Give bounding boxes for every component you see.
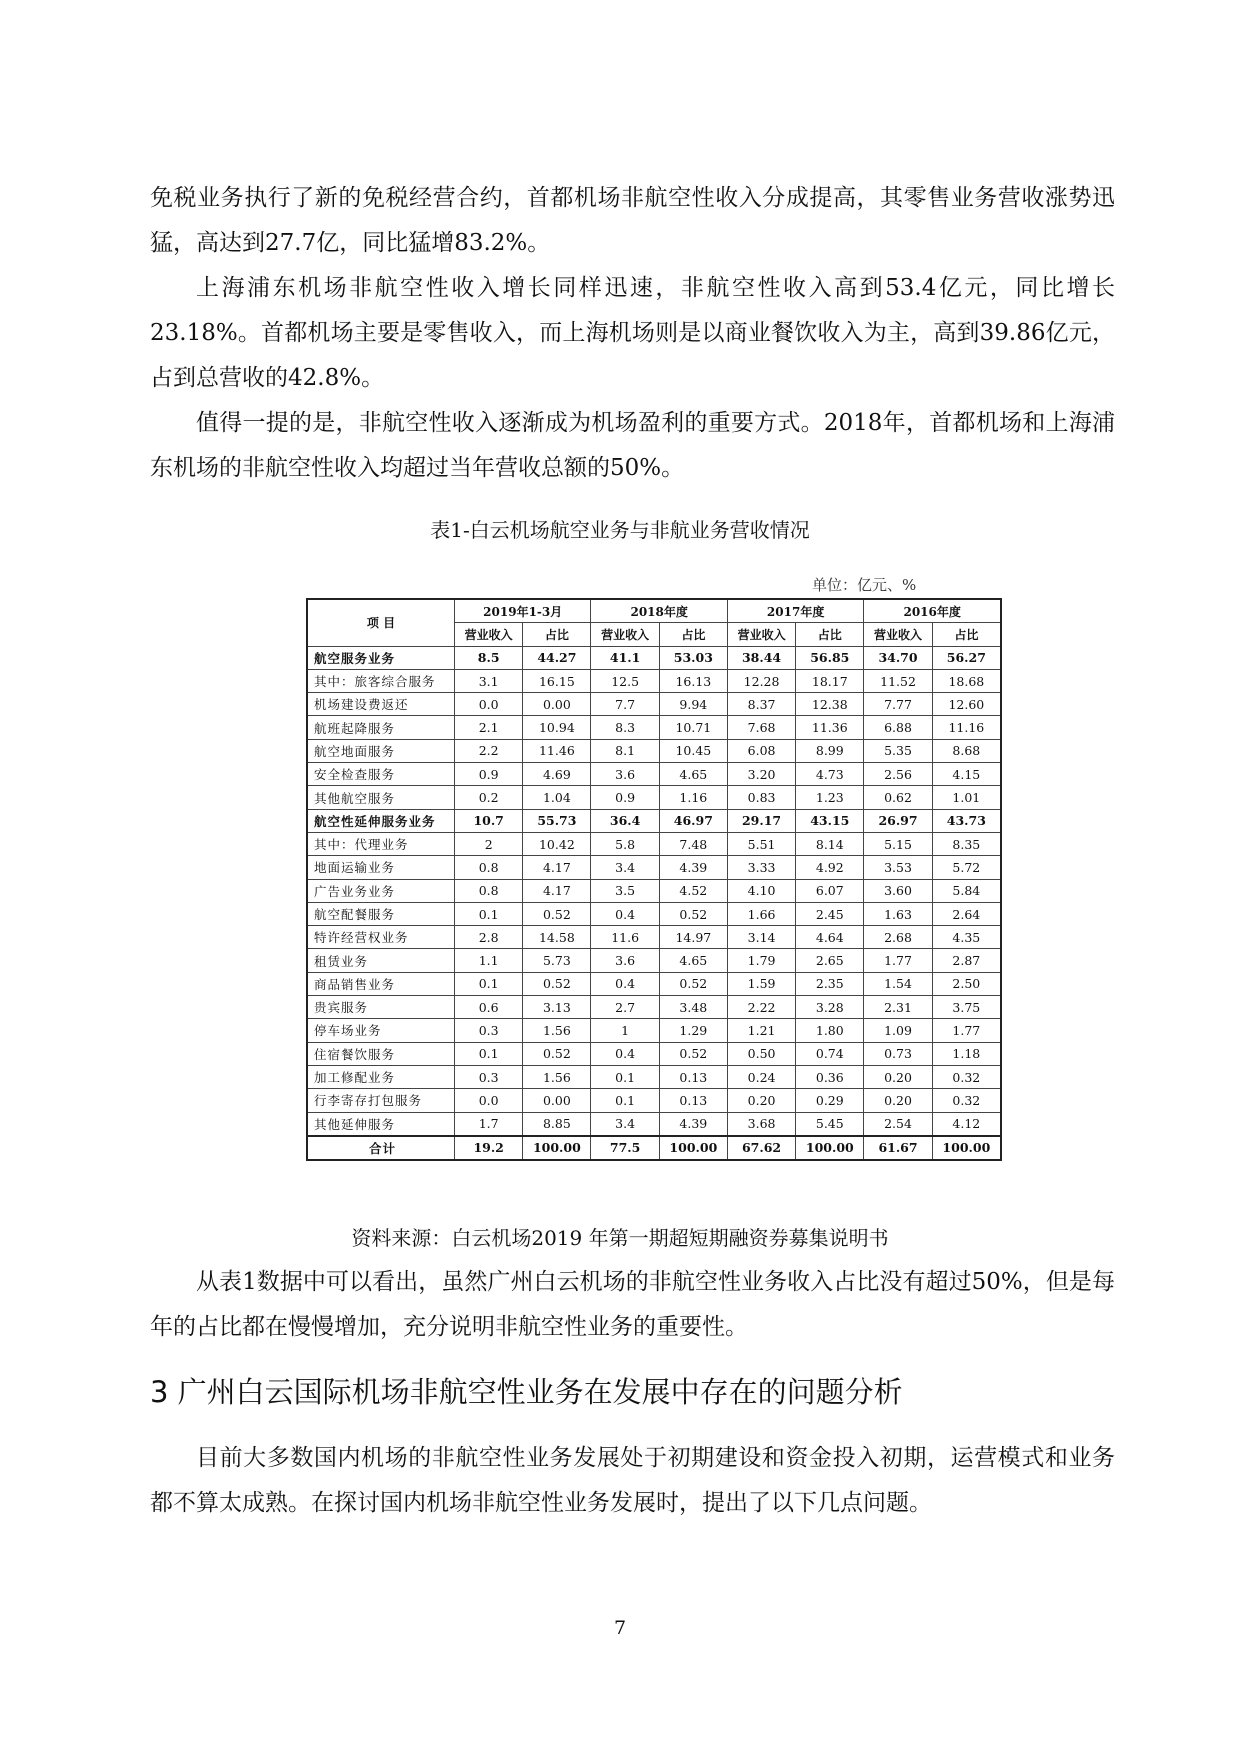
source-note: 资料来源：白云机场2019 年第一期超短期融资券募集说明书 (351, 1226, 889, 1250)
share-cell: 53.03 (659, 646, 727, 669)
table-row (307, 716, 1001, 739)
table-row (307, 669, 1001, 692)
revenue-cell: 0.50 (727, 1042, 795, 1065)
share-cell: 14.97 (659, 926, 727, 949)
table-row (307, 856, 1001, 879)
row-item: 航空性延伸服务业务 (307, 809, 455, 832)
share-cell: 3.28 (796, 996, 864, 1019)
revenue-cell: 41.1 (591, 646, 659, 669)
share-cell: 3.13 (523, 996, 591, 1019)
revenue-cell: 0.9 (591, 786, 659, 809)
revenue-cell: 1.63 (864, 902, 932, 925)
revenue-cell: 1.21 (727, 1019, 795, 1042)
table-row (307, 809, 1001, 832)
share-cell: 10.71 (659, 716, 727, 739)
row-item: 其他航空服务 (307, 786, 455, 809)
row-item: 贵宾服务 (307, 996, 455, 1019)
revenue-cell: 8.3 (591, 716, 659, 739)
revenue-cell: 2.68 (864, 926, 932, 949)
revenue-cell: 11.52 (864, 669, 932, 692)
share-cell: 43.15 (796, 809, 864, 832)
share-cell: 11.16 (932, 716, 1001, 739)
revenue-cell: 61.67 (864, 1136, 932, 1160)
share-cell: 5.84 (932, 879, 1001, 902)
share-cell: 8.99 (796, 739, 864, 762)
revenue-cell: 5.51 (727, 832, 795, 855)
row-item: 住宿餐饮服务 (307, 1042, 455, 1065)
row-item: 其他延伸服务 (307, 1112, 455, 1136)
revenue-table (306, 598, 1002, 1161)
row-item: 航空配餐服务 (307, 902, 455, 925)
share-cell: 5.72 (932, 856, 1001, 879)
revenue-cell: 3.68 (727, 1112, 795, 1136)
share-cell: 8.35 (932, 832, 1001, 855)
item-header: 项 目 (307, 599, 455, 646)
share-cell: 0.32 (932, 1089, 1001, 1112)
table-row (307, 902, 1001, 925)
revenue-cell: 67.62 (727, 1136, 795, 1160)
revenue-cell: 1.1 (455, 949, 523, 972)
share-header: 占比 (932, 623, 1001, 646)
page-number: 7 (613, 1617, 627, 1639)
revenue-cell: 19.2 (455, 1136, 523, 1160)
revenue-cell: 2.22 (727, 996, 795, 1019)
table-row (307, 926, 1001, 949)
row-item: 停车场业务 (307, 1019, 455, 1042)
share-cell: 0.00 (523, 1089, 591, 1112)
share-cell: 55.73 (523, 809, 591, 832)
share-cell: 2.64 (932, 902, 1001, 925)
period-header: 2017年度 (727, 599, 863, 623)
revenue-cell: 10.7 (455, 809, 523, 832)
share-header: 占比 (659, 623, 727, 646)
share-cell: 11.46 (523, 739, 591, 762)
revenue-cell: 5.8 (591, 832, 659, 855)
revenue-cell: 3.6 (591, 763, 659, 786)
share-cell: 0.29 (796, 1089, 864, 1112)
revenue-cell: 3.4 (591, 1112, 659, 1136)
revenue-cell: 2.56 (864, 763, 932, 786)
share-cell: 9.94 (659, 693, 727, 716)
share-cell: 8.85 (523, 1112, 591, 1136)
revenue-cell: 1.7 (455, 1112, 523, 1136)
revenue-cell: 26.97 (864, 809, 932, 832)
share-cell: 2.87 (932, 949, 1001, 972)
period-header: 2018年度 (591, 599, 727, 623)
share-cell: 4.73 (796, 763, 864, 786)
share-cell: 4.92 (796, 856, 864, 879)
revenue-cell: 0.4 (591, 972, 659, 995)
share-cell: 100.00 (659, 1136, 727, 1160)
revenue-header: 营业收入 (455, 623, 523, 646)
share-cell: 14.58 (523, 926, 591, 949)
share-cell: 10.45 (659, 739, 727, 762)
revenue-cell: 7.68 (727, 716, 795, 739)
revenue-cell: 11.6 (591, 926, 659, 949)
share-header: 占比 (523, 623, 591, 646)
revenue-cell: 0.4 (591, 902, 659, 925)
share-cell: 10.42 (523, 832, 591, 855)
revenue-cell: 3.4 (591, 856, 659, 879)
share-cell: 100.00 (932, 1136, 1001, 1160)
share-cell: 56.85 (796, 646, 864, 669)
revenue-cell: 3.14 (727, 926, 795, 949)
row-item: 航空地面服务 (307, 739, 455, 762)
paragraph-2: 上海浦东机场非航空性收入增长同样迅速，非航空性收入高到53.4亿元，同比增长23.18%。首都机场主要是零售收入，而上海机场则是以商业餐饮收入为主，高到39.86亿元，占到总营收的42.8%。 (150, 275, 1115, 391)
row-item: 航空服务业务 (307, 646, 455, 669)
revenue-header: 营业收入 (591, 623, 659, 646)
share-cell: 2.45 (796, 902, 864, 925)
revenue-cell: 0.3 (455, 1065, 523, 1088)
share-cell: 6.07 (796, 879, 864, 902)
share-cell: 3.75 (932, 996, 1001, 1019)
revenue-cell: 0.1 (455, 1042, 523, 1065)
table-row (307, 996, 1001, 1019)
revenue-cell: 1.77 (864, 949, 932, 972)
unit-label: 单位：亿元、% (812, 576, 917, 594)
revenue-cell: 0.0 (455, 1089, 523, 1112)
share-cell: 5.45 (796, 1112, 864, 1136)
revenue-cell: 6.88 (864, 716, 932, 739)
table-row (307, 739, 1001, 762)
table-body (307, 646, 1001, 1160)
revenue-cell: 29.17 (727, 809, 795, 832)
share-cell: 16.15 (523, 669, 591, 692)
revenue-header: 营业收入 (727, 623, 795, 646)
revenue-cell: 3.60 (864, 879, 932, 902)
share-cell: 2.35 (796, 972, 864, 995)
share-cell: 3.48 (659, 996, 727, 1019)
revenue-cell: 1.59 (727, 972, 795, 995)
table-row (307, 786, 1001, 809)
table-row (307, 1065, 1001, 1088)
revenue-cell: 1.79 (727, 949, 795, 972)
revenue-cell: 6.08 (727, 739, 795, 762)
share-cell: 1.23 (796, 786, 864, 809)
table-row (307, 1112, 1001, 1136)
share-cell: 8.68 (932, 739, 1001, 762)
revenue-cell: 12.28 (727, 669, 795, 692)
share-cell: 56.27 (932, 646, 1001, 669)
share-cell: 43.73 (932, 809, 1001, 832)
share-cell: 1.01 (932, 786, 1001, 809)
share-cell: 1.77 (932, 1019, 1001, 1042)
share-cell: 0.52 (659, 1042, 727, 1065)
revenue-cell: 1 (591, 1019, 659, 1042)
revenue-cell: 2.2 (455, 739, 523, 762)
table-row (307, 763, 1001, 786)
revenue-cell: 36.4 (591, 809, 659, 832)
share-cell: 0.52 (523, 1042, 591, 1065)
period-header: 2016年度 (864, 599, 1001, 623)
revenue-cell: 8.1 (591, 739, 659, 762)
revenue-cell: 0.9 (455, 763, 523, 786)
revenue-cell: 2.7 (591, 996, 659, 1019)
share-cell: 100.00 (796, 1136, 864, 1160)
paragraph-5: 目前大多数国内机场的非航空性业务发展处于初期建设和资金投入初期，运营模式和业务都不算太成熟。在探讨国内机场非航空性业务发展时，提出了以下几点问题。 (150, 1445, 1115, 1516)
revenue-cell: 8.5 (455, 646, 523, 669)
table-row (307, 972, 1001, 995)
share-cell: 5.73 (523, 949, 591, 972)
revenue-cell: 3.33 (727, 856, 795, 879)
revenue-cell: 0.8 (455, 879, 523, 902)
share-cell: 0.74 (796, 1042, 864, 1065)
share-cell: 2.65 (796, 949, 864, 972)
share-cell: 4.39 (659, 856, 727, 879)
revenue-cell: 3.1 (455, 669, 523, 692)
revenue-cell: 7.7 (591, 693, 659, 716)
share-cell: 0.13 (659, 1065, 727, 1088)
share-cell: 4.39 (659, 1112, 727, 1136)
revenue-header: 营业收入 (864, 623, 932, 646)
share-cell: 46.97 (659, 809, 727, 832)
row-item: 广告业务业务 (307, 879, 455, 902)
revenue-cell: 12.5 (591, 669, 659, 692)
share-cell: 4.52 (659, 879, 727, 902)
revenue-cell: 0.0 (455, 693, 523, 716)
revenue-cell: 2.31 (864, 996, 932, 1019)
revenue-cell: 0.24 (727, 1065, 795, 1088)
share-cell: 4.17 (523, 856, 591, 879)
share-cell: 0.13 (659, 1089, 727, 1112)
revenue-cell: 3.5 (591, 879, 659, 902)
share-cell: 0.00 (523, 693, 591, 716)
revenue-cell: 0.83 (727, 786, 795, 809)
section-heading: 3 广州白云国际机场非航空性业务在发展中存在的问题分析 (150, 1375, 903, 1409)
row-item: 合计 (307, 1136, 455, 1160)
share-cell: 1.16 (659, 786, 727, 809)
table-row (307, 646, 1001, 669)
share-cell: 0.52 (523, 972, 591, 995)
share-cell: 4.65 (659, 763, 727, 786)
total-row (307, 1136, 1001, 1160)
row-item: 机场建设费返还 (307, 693, 455, 716)
revenue-cell: 0.20 (864, 1089, 932, 1112)
paragraph-1: 免税业务执行了新的免税经营合约，首都机场非航空性收入分成提高，其零售业务营收涨势迅猛，高达到27.7亿，同比猛增83.2%。 (150, 185, 1115, 256)
share-cell: 1.56 (523, 1019, 591, 1042)
revenue-cell: 0.6 (455, 996, 523, 1019)
revenue-cell: 2.1 (455, 716, 523, 739)
row-item: 其中：旅客综合服务 (307, 669, 455, 692)
revenue-cell: 77.5 (591, 1136, 659, 1160)
revenue-cell: 0.3 (455, 1019, 523, 1042)
row-item: 特许经营权业务 (307, 926, 455, 949)
table-row (307, 879, 1001, 902)
revenue-cell: 38.44 (727, 646, 795, 669)
revenue-cell: 0.2 (455, 786, 523, 809)
revenue-cell: 2.8 (455, 926, 523, 949)
share-cell: 4.17 (523, 879, 591, 902)
share-cell: 1.04 (523, 786, 591, 809)
share-cell: 1.18 (932, 1042, 1001, 1065)
share-cell: 12.38 (796, 693, 864, 716)
share-cell: 4.12 (932, 1112, 1001, 1136)
revenue-cell: 34.70 (864, 646, 932, 669)
table-row (307, 1089, 1001, 1112)
share-cell: 10.94 (523, 716, 591, 739)
share-cell: 100.00 (523, 1136, 591, 1160)
share-cell: 4.69 (523, 763, 591, 786)
row-item: 地面运输业务 (307, 856, 455, 879)
revenue-cell: 0.1 (455, 972, 523, 995)
row-item: 安全检查服务 (307, 763, 455, 786)
revenue-cell: 0.8 (455, 856, 523, 879)
table-row (307, 693, 1001, 716)
share-cell: 2.50 (932, 972, 1001, 995)
revenue-cell: 0.20 (727, 1089, 795, 1112)
share-cell: 11.36 (796, 716, 864, 739)
share-cell: 1.80 (796, 1019, 864, 1042)
share-cell: 4.35 (932, 926, 1001, 949)
share-cell: 1.56 (523, 1065, 591, 1088)
share-cell: 7.48 (659, 832, 727, 855)
share-cell: 0.36 (796, 1065, 864, 1088)
table-row (307, 1042, 1001, 1065)
table-row (307, 832, 1001, 855)
revenue-cell: 0.62 (864, 786, 932, 809)
revenue-cell: 4.10 (727, 879, 795, 902)
revenue-cell: 1.09 (864, 1019, 932, 1042)
revenue-cell: 0.1 (455, 902, 523, 925)
revenue-cell: 2 (455, 832, 523, 855)
paragraph-4: 从表1数据中可以看出，虽然广州白云机场的非航空性业务收入占比没有超过50%，但是每年的占比都在慢慢增加，充分说明非航空性业务的重要性。 (150, 1269, 1115, 1340)
revenue-cell: 8.37 (727, 693, 795, 716)
table-row (307, 1019, 1001, 1042)
share-cell: 44.27 (523, 646, 591, 669)
share-cell: 1.29 (659, 1019, 727, 1042)
revenue-cell: 5.35 (864, 739, 932, 762)
revenue-cell: 3.6 (591, 949, 659, 972)
share-header: 占比 (796, 623, 864, 646)
revenue-cell: 0.4 (591, 1042, 659, 1065)
revenue-cell: 5.15 (864, 832, 932, 855)
share-cell: 0.52 (659, 902, 727, 925)
revenue-cell: 0.20 (864, 1065, 932, 1088)
share-cell: 4.15 (932, 763, 1001, 786)
revenue-cell: 0.1 (591, 1089, 659, 1112)
row-item: 商品销售业务 (307, 972, 455, 995)
revenue-cell: 1.54 (864, 972, 932, 995)
revenue-cell: 1.66 (727, 902, 795, 925)
row-item: 租赁业务 (307, 949, 455, 972)
share-cell: 0.32 (932, 1065, 1001, 1088)
table-title: 表1-白云机场航空业务与非航业务营收情况 (430, 518, 810, 542)
row-item: 加工修配业务 (307, 1065, 455, 1088)
revenue-cell: 0.1 (591, 1065, 659, 1088)
share-cell: 0.52 (659, 972, 727, 995)
revenue-cell: 2.54 (864, 1112, 932, 1136)
share-cell: 4.65 (659, 949, 727, 972)
paragraph-3: 值得一提的是，非航空性收入逐渐成为机场盈利的重要方式。2018年，首都机场和上海浦东机场的非航空性收入均超过当年营收总额的50%。 (150, 410, 1115, 481)
row-item: 航班起降服务 (307, 716, 455, 739)
share-cell: 8.14 (796, 832, 864, 855)
revenue-cell: 7.77 (864, 693, 932, 716)
share-cell: 4.64 (796, 926, 864, 949)
period-header: 2019年1-3月 (455, 599, 591, 623)
share-cell: 18.68 (932, 669, 1001, 692)
share-cell: 16.13 (659, 669, 727, 692)
share-cell: 0.52 (523, 902, 591, 925)
revenue-cell: 0.73 (864, 1042, 932, 1065)
share-cell: 12.60 (932, 693, 1001, 716)
revenue-cell: 3.20 (727, 763, 795, 786)
revenue-cell: 3.53 (864, 856, 932, 879)
row-item: 行李寄存打包服务 (307, 1089, 455, 1112)
row-item: 其中：代理业务 (307, 832, 455, 855)
table-row (307, 949, 1001, 972)
share-cell: 18.17 (796, 669, 864, 692)
